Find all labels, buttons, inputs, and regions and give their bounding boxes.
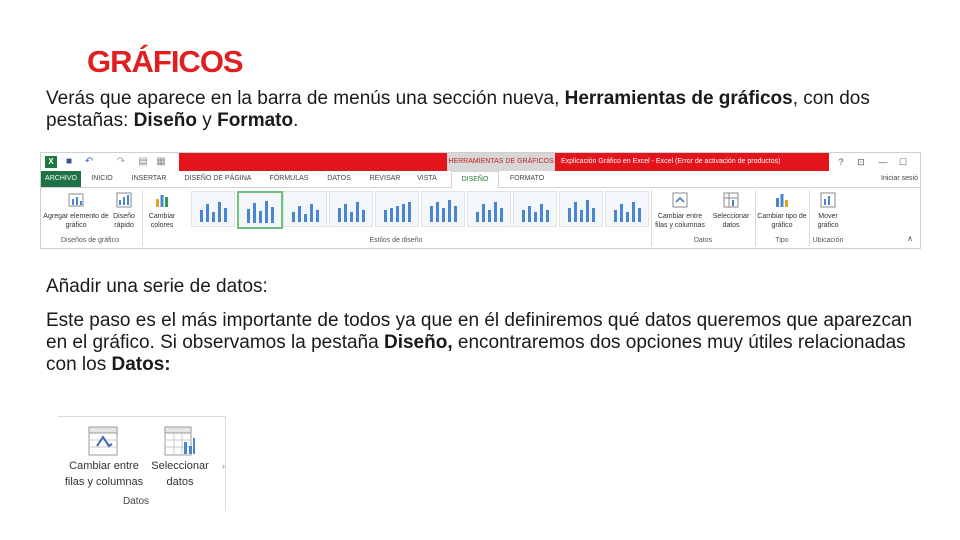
add-element-icon [66, 190, 86, 210]
tab-archivo[interactable]: ARCHIVO [41, 171, 81, 187]
quick-layout-button[interactable]: Diseño rápido [109, 190, 139, 230]
group-location: Ubicación [812, 237, 844, 244]
move-chart-icon [818, 190, 838, 210]
excel-logo-icon[interactable]: X [45, 156, 57, 168]
group-data: Datos [693, 237, 713, 244]
chart-style-8[interactable] [513, 191, 557, 227]
tab-vista[interactable]: VISTA [417, 175, 437, 182]
ribbon-options-button[interactable]: ⊡ [857, 157, 865, 167]
chart-style-5[interactable] [375, 191, 419, 227]
title-bar [41, 153, 920, 171]
group-chart-layouts: Diseños de gráfico [61, 237, 119, 244]
chart-tools-label: HERRAMIENTAS DE GRÁFICOS [447, 153, 555, 171]
data-group-detail [58, 416, 226, 511]
save-icon[interactable]: ■ [65, 156, 73, 167]
minimize-button[interactable]: — [878, 157, 888, 167]
switch-row-column-icon [670, 190, 690, 210]
ribbon-tabs [41, 171, 920, 188]
add-chart-element-button[interactable]: Agregar elemento de gráfico [43, 190, 109, 230]
tab-formulas[interactable]: FÓRMULAS [269, 175, 309, 182]
change-colors-button[interactable]: Cambiar colores [143, 190, 181, 230]
redo-icon[interactable]: ↷ [116, 156, 126, 167]
palette-icon [152, 190, 172, 210]
chart-style-3[interactable] [283, 191, 327, 227]
sign-in-link[interactable]: Iniciar sesió [881, 175, 918, 182]
tab-diseno[interactable]: DISEÑO [451, 171, 499, 189]
quick-layout-icon [114, 190, 134, 210]
ribbon-body [41, 188, 920, 248]
collapse-ribbon-icon[interactable]: ∧ [907, 234, 913, 243]
group-separator [755, 190, 756, 246]
chart-style-10[interactable] [605, 191, 649, 227]
chart-style-6[interactable] [421, 191, 465, 227]
change-chart-type-button[interactable]: Cambiar tipo de gráfico [757, 190, 807, 230]
tab-formato[interactable]: FORMATO [509, 175, 545, 182]
switch-row-column-button[interactable]: Cambiar entre filas y columnas [653, 190, 707, 230]
group-separator [651, 190, 652, 246]
select-data-label[interactable]: Seleccionar datos [151, 460, 209, 488]
tab-datos[interactable]: DATOS [327, 175, 351, 182]
chart-style-4[interactable] [329, 191, 373, 227]
switch-row-column-label[interactable]: Cambiar entre filas y columnas [64, 460, 144, 488]
switch-row-column-icon [88, 426, 118, 456]
group-type: Tipo [775, 237, 789, 244]
page-title: GRÁFICOS [87, 44, 243, 79]
chart-styles-gallery[interactable] [191, 191, 653, 227]
select-data-button[interactable]: Seleccionar datos [709, 190, 753, 230]
data-group-label: Datos [122, 496, 150, 507]
select-data-icon [164, 426, 196, 456]
group-chart-styles: Estilos de diseño [369, 237, 423, 244]
tab-inicio[interactable]: INICIO [91, 175, 113, 182]
chart-style-1[interactable] [191, 191, 235, 227]
maximize-button[interactable]: ☐ [898, 157, 908, 167]
select-data-icon [721, 190, 741, 210]
chart-style-7[interactable] [467, 191, 511, 227]
tab-diseno-pagina[interactable]: DISEÑO DE PÁGINA [184, 175, 252, 182]
form-icon[interactable]: ▤ [138, 156, 148, 167]
excel-ribbon-screenshot [40, 152, 921, 249]
chart-type-icon [772, 190, 792, 210]
window-title: Explicación Gráfico en Excel - Excel (Error de activación de productos) [561, 158, 781, 165]
form-icon-2[interactable]: ▦ [156, 156, 166, 167]
intro-paragraph: Verás que aparece en la barra de menús una sección nueva, Herramientas de gráficos, con dos pestañas: Diseño y Formato. [46, 88, 870, 131]
chart-style-9[interactable] [559, 191, 603, 227]
section-paragraph: Este paso es el más importante de todos ya que en él definiremos qué datos queremos que aparezcan en el gráfico. Si observamos la pestaña Diseño, encontraremos dos opciones muy útiles relacionadas con los Datos: [46, 310, 913, 375]
chart-style-2[interactable] [237, 191, 283, 229]
tab-revisar[interactable]: REVISAR [369, 175, 401, 182]
move-chart-button[interactable]: Mover gráfico [811, 190, 845, 230]
tab-insertar[interactable]: INSERTAR [131, 175, 167, 182]
more-indicator-icon: › [222, 461, 225, 471]
help-button[interactable]: ? [838, 157, 844, 167]
section-heading: Añadir una serie de datos: [46, 276, 268, 297]
undo-icon[interactable]: ↶ [84, 156, 94, 167]
